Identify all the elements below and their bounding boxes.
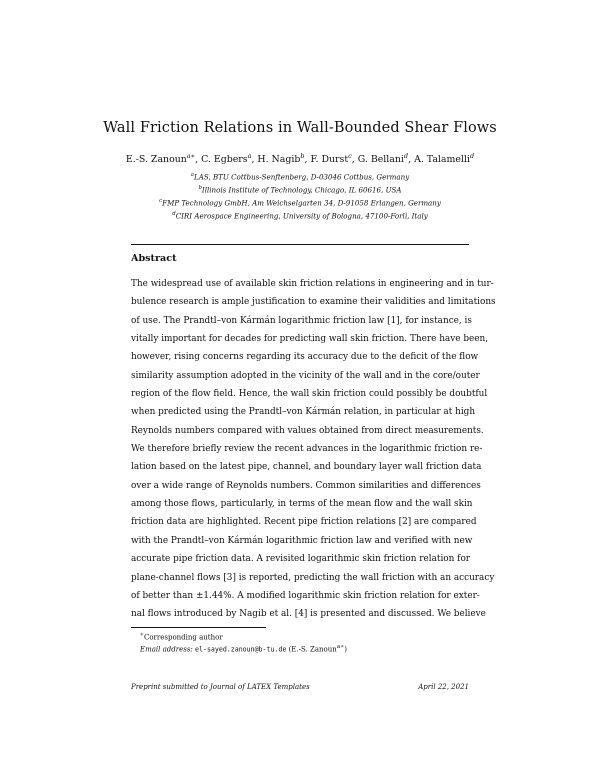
- affiliation: $^b$Illinois Institute of Technology, Chicago, IL 60616, USA: [198, 184, 402, 195]
- abstract-line: friction data are highlighted. Recent pipe friction relations [2] are compared: [131, 517, 477, 528]
- abstract-line: nal flows introduced by Nagib et al. [4] is presented and discussed. We believe: [131, 609, 486, 620]
- page-footer: [131, 683, 469, 691]
- abstract-line: accurate pipe friction data. A revisited logarithmic skin friction relation for: [131, 554, 471, 565]
- abstract-top-rule: [131, 244, 469, 245]
- abstract-line: plane-channel flows [3] is reported, predicting the wall friction with an accuracy: [131, 572, 495, 583]
- corresponding-author-note: ∗Corresponding author: [140, 632, 223, 642]
- footnote-rule: [131, 627, 266, 628]
- abstract-heading: Abstract: [131, 253, 177, 264]
- author: A. Talamelli$^d$: [414, 152, 475, 166]
- abstract-line: similarity assumption adopted in the vicinity of the wall and in the core/outer: [131, 370, 480, 381]
- affiliation: $^c$FMP Technology GmbH, Am Weichselgarten 34, D-91058 Erlangen, Germany: [159, 197, 441, 208]
- abstract-line: over a wide range of Reynolds numbers. Common similarities and differences: [131, 480, 481, 491]
- affiliation-list: [0, 170, 600, 222]
- abstract-line: of better than ±1.44%. A modified logarithmic skin friction relation for exter-: [131, 590, 480, 601]
- author: G. Bellani$^d$: [357, 152, 409, 166]
- abstract-body: [131, 275, 496, 624]
- paper-title: Wall Friction Relations in Wall-Bounded Shear Flows: [103, 120, 497, 136]
- email-line: Email address: el-sayed.zanoun@b-tu.de (E.-S. Zanoun$^{a∗}$): [140, 644, 347, 654]
- abstract-line: however, rising concerns regarding its accuracy due to the deficit of the flow: [131, 352, 479, 363]
- author-list: E.-S. Zanoun$^{a∗}$, C. Egbers$^a$, H. Nagib$^b$, F. Durst$^c$, G. Bellani$^d$, A. Talamelli$^d$: [125, 152, 475, 166]
- abstract-line: lation based on the latest pipe, channel, and boundary layer wall friction data: [131, 462, 482, 473]
- author: F. Durst$^c$: [310, 152, 352, 166]
- abstract-line: with the Prandtl–von Kármán logarithmic friction law and verified with new: [131, 535, 473, 546]
- footer-journal: Preprint submitted to Journal of LATEX Templates: [131, 683, 310, 691]
- affiliation: $^d$CIRI Aerospace Engineering, University of Bologna, 47100-Forlì, Italy: [172, 210, 428, 221]
- abstract-line: region of the flow field. Hence, the wall skin friction could possibly be doubtful: [131, 389, 488, 400]
- footer-date: April 22, 2021: [418, 683, 469, 691]
- author: C. Egbers$^a$: [201, 152, 252, 166]
- author: H. Nagib$^b$: [257, 152, 305, 166]
- abstract-line: of use. The Prandtl–von Kármán logarithmic friction law [1], for instance, is: [131, 315, 472, 326]
- footnote: [140, 630, 347, 655]
- abstract-line: among those flows, particularly, in terms of the mean flow and the wall skin: [131, 499, 473, 510]
- abstract-line: bulence research is ample justification to examine their validities and limitations: [131, 297, 496, 308]
- abstract-line: The widespread use of available skin friction relations in engineering and in tur-: [131, 279, 494, 289]
- abstract-line: when predicted using the Prandtl–von Kármán relation, in particular at high: [131, 407, 476, 418]
- email-link[interactable]: el-sayed.zanoun@b-tu.de: [195, 645, 287, 654]
- affiliation: $^a$LAS, BTU Cottbus-Senftenberg, D-03046 Cottbus, Germany: [190, 172, 410, 182]
- author: E.-S. Zanoun$^{a∗}$: [125, 152, 196, 166]
- abstract-line: We therefore briefly review the recent advances in the logarithmic friction re-: [131, 444, 483, 455]
- abstract-line: vitally important for decades for predicting wall skin friction. There have been,: [131, 334, 489, 345]
- abstract-line: Reynolds numbers compared with values obtained from direct measurements.: [131, 425, 484, 436]
